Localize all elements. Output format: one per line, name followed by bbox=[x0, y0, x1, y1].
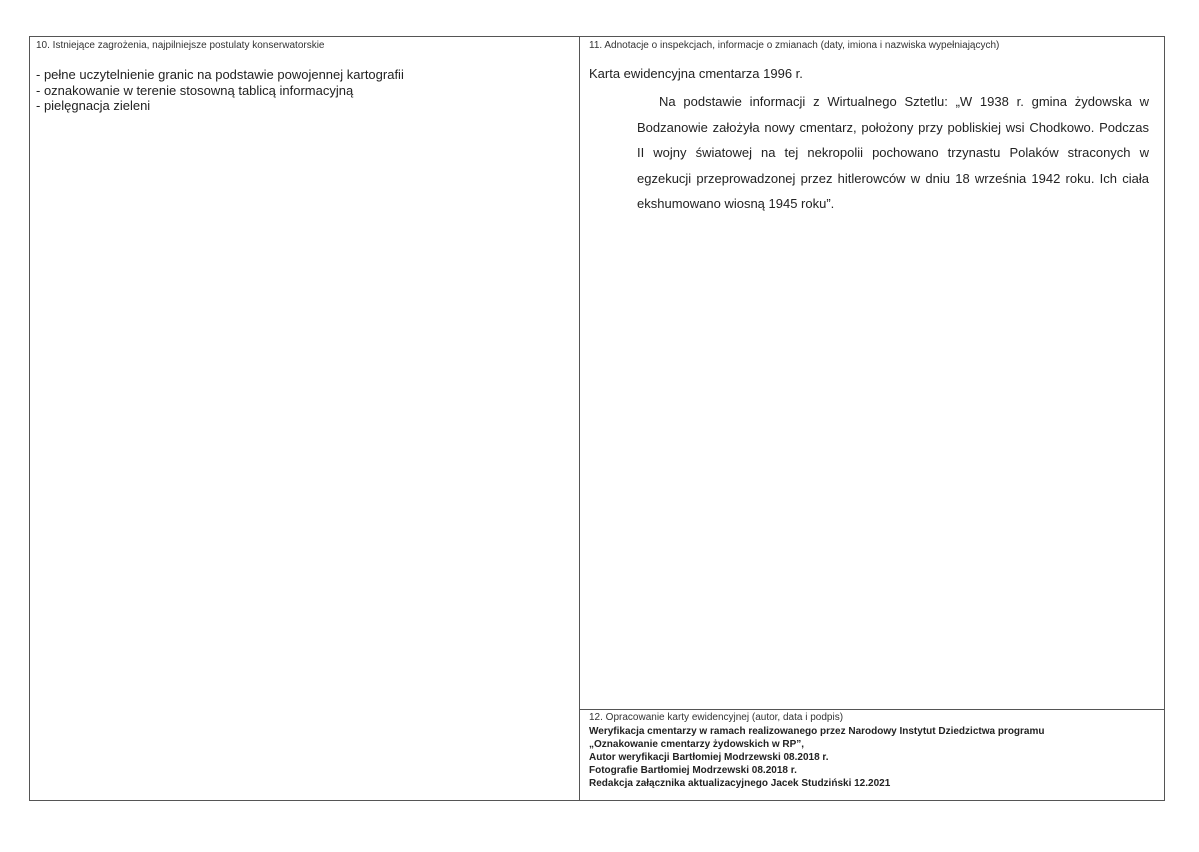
credit-line: Autor weryfikacji Bartłomiej Modrzewski 08.2018 r. bbox=[589, 752, 829, 763]
list-item: - oznakowanie w terenie stosowną tablicą informacyjną bbox=[36, 82, 354, 98]
list-item: - pełne uczytelnienie granic na podstawie powojennej kartografii bbox=[36, 67, 404, 82]
credit-line: Redakcja załącznika aktualizacyjnego Jacek Studziński 12.2021 bbox=[589, 778, 891, 789]
list-item: - pielęgnacja zieleni bbox=[36, 98, 151, 113]
history-quote: Na podstawie informacji z Wirtualnego Sztetlu: „W 1938 r. gmina żydowska w Bodzanowie założyła nowy cmentarz, położony przy pobliskiej wsi Chodkowo. Podczas II wojny światowej na tej nekropolii pochowano trzynastu Polaków straconych w egzekucji przeprowadzonej przez hitlerowców w dniu 18 września 1942 roku. Ich ciała ekshumowano wiosną 1945 roku”. bbox=[637, 94, 1149, 211]
record-card-note: Karta ewidencyjna cmentarza 1996 r. bbox=[589, 66, 803, 81]
credit-line: „Oznakowanie cmentarzy żydowskich w RP”, bbox=[589, 739, 805, 750]
credit-line: Weryfikacja cmentarzy w ramach realizowanego przez Narodowy Instytut Dziedzictwa programu bbox=[589, 726, 1045, 737]
section-12-label: 12. Opracowanie karty ewidencyjnej (autor, data i podpis) bbox=[589, 712, 844, 723]
section-12-divider bbox=[579, 709, 1165, 710]
section-11-label: 11. Adnotacje o inspekcjach, informacje o zmianach (daty, imiona i nazwiska wypełniających) bbox=[589, 40, 1000, 51]
section-10-label: 10. Istniejące zagrożenia, najpilniejsze postulaty konserwatorskie bbox=[36, 40, 325, 51]
conservation-postulates-list bbox=[36, 67, 404, 114]
author-credits bbox=[589, 725, 1045, 790]
column-divider bbox=[579, 36, 580, 801]
credit-line: Fotografie Bartłomiej Modrzewski 08.2018 r. bbox=[589, 765, 797, 776]
